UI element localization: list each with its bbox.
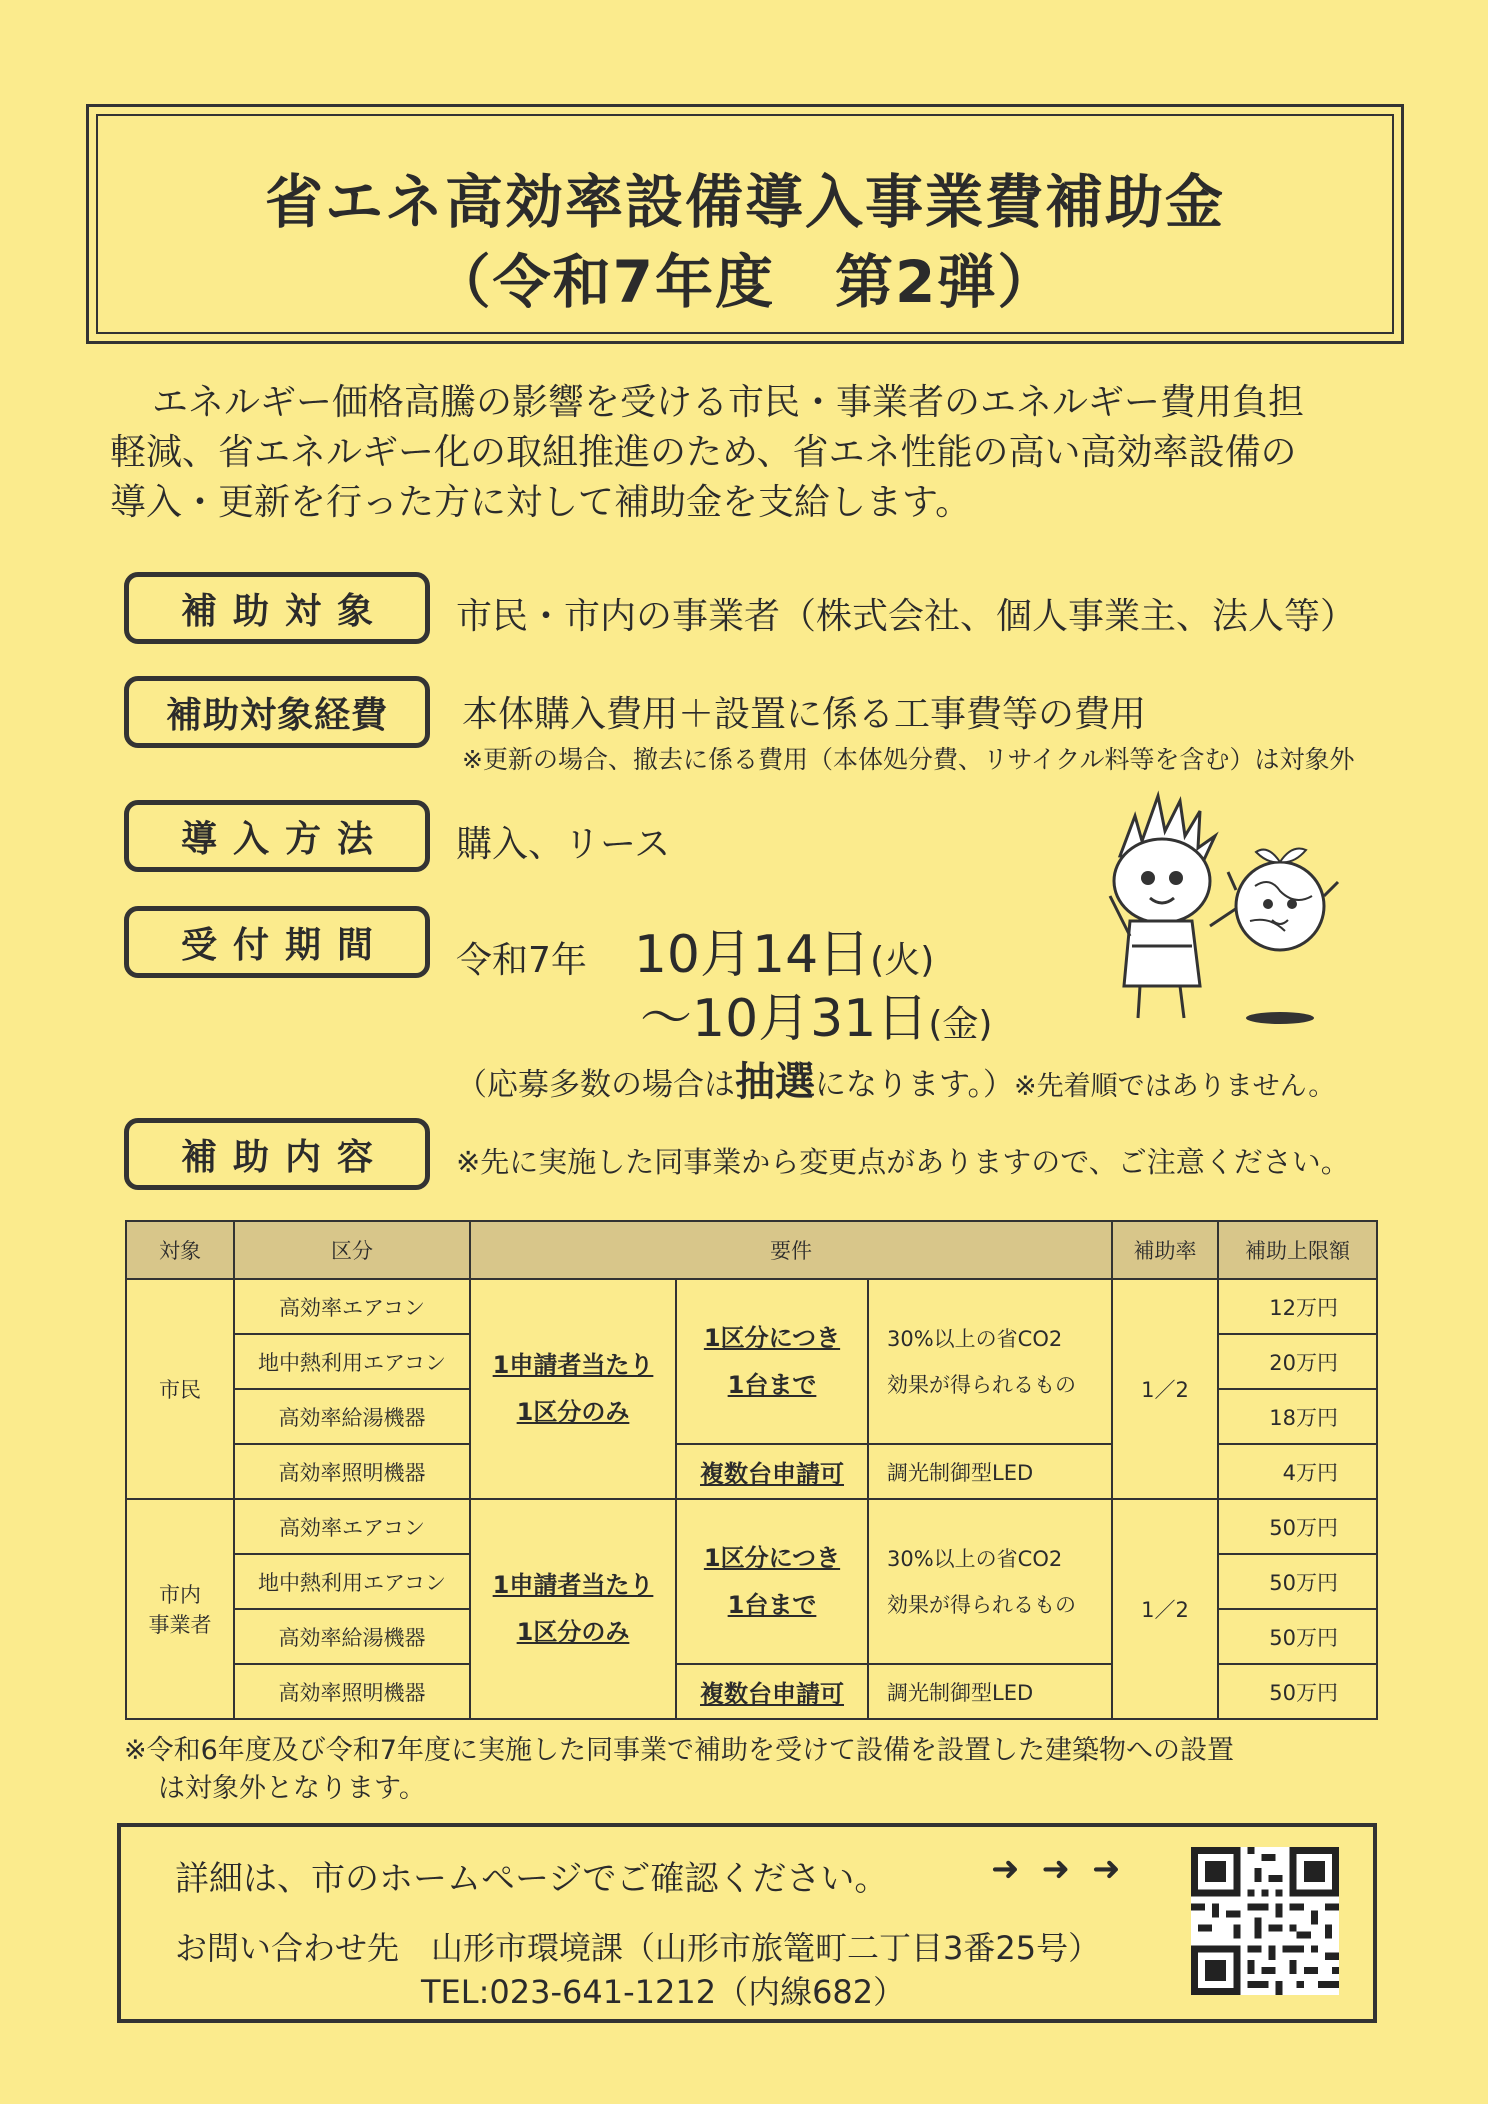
req-applicant-l1: 1申請者当たり — [492, 1351, 654, 1379]
method-value: 購入、リース — [456, 824, 671, 865]
req-unit-l2: 1台まで — [727, 1370, 817, 1399]
contact-box — [117, 1823, 1377, 2023]
intro-line: 軽減、省エネルギー化の取組推進のため、省エネ性能の高い高効率設備の — [110, 432, 1297, 473]
target-l2: 事業者 — [148, 1613, 212, 1637]
lottery-note: ※先着順ではありません。 — [1014, 1071, 1336, 1102]
cell-category: 高効率給湯機器 — [234, 1389, 470, 1444]
intro-line: 導入・更新を行った方に対して補助金を支給します。 — [110, 482, 972, 523]
cell-limit: 50万円 — [1218, 1664, 1377, 1719]
label-period: 受付期間 — [124, 906, 430, 978]
details-text: 詳細は、市のホームページでご確認ください。 — [175, 1859, 889, 1899]
label-method: 導入方法 — [124, 800, 430, 872]
cell-multi — [676, 1664, 868, 1719]
cell-limit: 20万円 — [1218, 1334, 1377, 1389]
header-category: 区分 — [234, 1221, 470, 1279]
cell-req-unit — [676, 1279, 868, 1444]
expense-value: 本体購入費用＋設置に係る工事費等の費用 — [462, 694, 1147, 735]
header-rate: 補助率 — [1112, 1221, 1218, 1279]
cell-limit: 12万円 — [1218, 1279, 1377, 1334]
label-expense: 補助対象経費 — [124, 676, 430, 748]
req-unit-l1: 1区分につき — [703, 1323, 841, 1352]
cell-req-co2 — [868, 1279, 1112, 1444]
title-box — [86, 104, 1404, 344]
cell-rate: 1／2 — [1112, 1499, 1218, 1719]
target-value: 市民・市内の事業者（株式会社、個人事業主、法人等） — [456, 596, 1357, 637]
page-subtitle: （令和7年度 第2弾） — [432, 248, 1058, 316]
table-row — [126, 1279, 1377, 1334]
qr-code-icon[interactable] — [1191, 1847, 1339, 1995]
cell-category: 高効率エアコン — [234, 1279, 470, 1334]
cell-category: 高効率給湯機器 — [234, 1609, 470, 1664]
period-end-date: 10月31日 — [692, 989, 929, 1049]
subsidy-table — [125, 1220, 1378, 1720]
cell-category: 高効率照明機器 — [234, 1444, 470, 1499]
cell-led: 調光制御型LED — [868, 1664, 1112, 1719]
cell-led: 調光制御型LED — [868, 1444, 1112, 1499]
cell-rate: 1／2 — [1112, 1279, 1218, 1499]
cell-category: 地中熱利用エアコン — [234, 1334, 470, 1389]
header-requirements: 要件 — [470, 1221, 1112, 1279]
cell-target — [126, 1499, 234, 1719]
cell-limit: 50万円 — [1218, 1609, 1377, 1664]
cell-req-applicant — [470, 1499, 676, 1719]
cell-category: 地中熱利用エアコン — [234, 1554, 470, 1609]
req-applicant-l2: 1区分のみ — [516, 1618, 630, 1646]
target-l1: 市内 — [159, 1583, 201, 1607]
cell-limit: 50万円 — [1218, 1499, 1377, 1554]
label-target: 補助対象 — [124, 572, 430, 644]
cell-req-co2 — [868, 1499, 1112, 1664]
multi-label: 複数台申請可 — [700, 1460, 844, 1488]
cell-limit: 18万円 — [1218, 1389, 1377, 1444]
req-co2-l2: 効果が得られるもの — [887, 1592, 1076, 1617]
expense-note: ※更新の場合、撤去に係る費用（本体処分費、リサイクル料等を含む）は対象外 — [462, 745, 1355, 774]
period-start-day: (火) — [870, 940, 935, 981]
table-header-row — [126, 1221, 1377, 1279]
tel-text: TEL:023-641-1212（内線682） — [421, 1973, 906, 2011]
table-row — [126, 1499, 1377, 1554]
cell-req-unit — [676, 1499, 868, 1664]
footnote — [124, 1732, 1384, 1808]
period-era: 令和7年 — [456, 940, 587, 981]
cell-multi — [676, 1444, 868, 1499]
lottery-pre: （応募多数の場合は — [456, 1067, 735, 1103]
intro-text — [110, 378, 1400, 528]
req-co2-l1: 30%以上の省CO2 — [887, 1546, 1063, 1571]
header-limit: 補助上限額 — [1218, 1221, 1377, 1279]
footnote-line: は対象外となります。 — [158, 1773, 426, 1804]
intro-line: エネルギー価格高騰の影響を受ける市民・事業者のエネルギー費用負担 — [152, 382, 1305, 423]
cell-limit: 50万円 — [1218, 1554, 1377, 1609]
req-unit-l2: 1台まで — [727, 1590, 817, 1619]
content-note: ※先に実施した同事業から変更点がありますので、ご注意ください。 — [456, 1145, 1350, 1179]
multi-label: 複数台申請可 — [700, 1680, 844, 1708]
req-co2-l1: 30%以上の省CO2 — [887, 1326, 1063, 1351]
period-end-day: (金) — [928, 1004, 993, 1045]
mascot-illustration — [1080, 786, 1350, 1036]
label-content: 補助内容 — [124, 1118, 430, 1190]
req-co2-l2: 効果が得られるもの — [887, 1372, 1076, 1397]
header-target: 対象 — [126, 1221, 234, 1279]
lottery-line — [456, 1050, 1335, 1107]
cell-target: 市民 — [126, 1279, 234, 1499]
period-end — [640, 976, 992, 1051]
page-title: 省エネ高効率設備導入事業費補助金 — [264, 168, 1225, 236]
cell-category: 高効率照明機器 — [234, 1664, 470, 1719]
req-unit-l1: 1区分につき — [703, 1543, 841, 1572]
lottery-post: になります。） — [815, 1067, 1015, 1103]
lottery-bold: 抽選 — [735, 1059, 815, 1105]
req-applicant-l1: 1申請者当たり — [492, 1571, 654, 1599]
cell-limit: 4万円 — [1218, 1444, 1377, 1499]
period-start-date: 10月14日 — [633, 925, 871, 985]
period-end-prefix: ～ — [640, 989, 693, 1049]
cell-req-applicant — [470, 1279, 676, 1499]
req-applicant-l2: 1区分のみ — [516, 1398, 630, 1426]
inquiry-text: お問い合わせ先 山形市環境課（山形市旅篭町二丁目3番25号） — [175, 1929, 1101, 1967]
footnote-line: ※令和6年度及び令和7年度に実施した同事業で補助を受けて設備を設置した建築物への設置 — [124, 1735, 1234, 1766]
cell-category: 高効率エアコン — [234, 1499, 470, 1554]
arrow-right-icon: ➜➜➜ — [991, 1849, 1143, 1889]
